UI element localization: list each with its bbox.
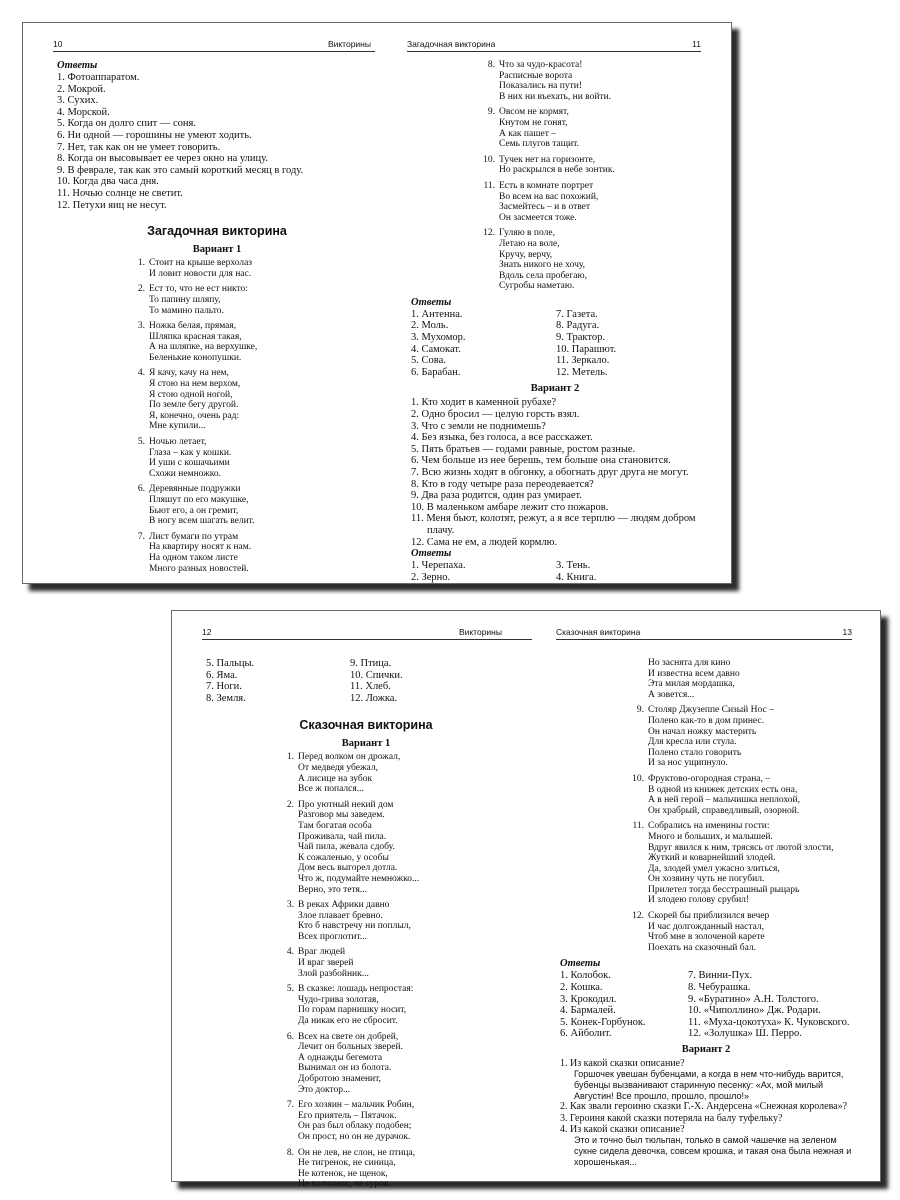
- riddle-number: 9.: [636, 705, 644, 716]
- variant-title: Вариант 2: [530, 383, 580, 395]
- answer-item: 9. «Буратино» А.Н. Толстого.: [688, 993, 819, 1005]
- riddle-line: А как пашет –: [499, 128, 557, 139]
- riddle-number: 11.: [483, 180, 495, 191]
- riddle-line: И враг зверей: [298, 958, 354, 969]
- answer-item: 10. Когда два часа дня.: [57, 176, 159, 188]
- question: 2. Как звали героиню сказки Г.-Х. Андерсена «Снежная королева»?: [560, 1101, 848, 1113]
- riddle-item: [276, 1032, 526, 1096]
- riddle-item: [477, 155, 703, 176]
- questions-list: [556, 1058, 852, 1167]
- riddle-line: А зовется...: [648, 689, 695, 700]
- riddle-line: Про уютный некий дом: [298, 799, 394, 810]
- answer-item: 5. Когда он долго спит — соня.: [57, 118, 196, 130]
- riddle-continuation: [556, 658, 856, 700]
- question: 3. Что с земли не поднимешь?: [411, 420, 546, 432]
- riddle-line: Но раскрылся в небе зонтик.: [499, 165, 615, 176]
- riddle-number: 8.: [286, 1147, 294, 1158]
- riddle-line: Враг людей: [298, 947, 346, 958]
- running-title: Викторины: [458, 627, 502, 637]
- riddle-line: Мне купили...: [149, 421, 206, 432]
- riddle-line: Лечит он больных зверей.: [298, 1042, 403, 1053]
- running-title: Загадочная викторина: [407, 39, 496, 49]
- riddle-line: Злое плавает бревно.: [298, 910, 383, 921]
- riddle-line: Я стою одной ногой,: [149, 389, 233, 400]
- riddle-line: Полено как-то в дом принес.: [648, 715, 764, 726]
- answer-item: 7. Винни-Пух.: [688, 970, 753, 982]
- riddle-line: Все ж попался...: [298, 784, 364, 795]
- riddle-line: К сожаленью, у особы: [298, 852, 389, 863]
- riddle-line: Столяр Джузеппе Сизый Нос –: [648, 705, 774, 716]
- question: 5. Пять братьев — годами равные, ростом разные.: [411, 443, 636, 455]
- answer-item: 6. Барабан.: [411, 366, 461, 378]
- riddle-item: [276, 1100, 526, 1142]
- riddle-number: 10.: [632, 773, 644, 784]
- riddle-item: [276, 947, 526, 979]
- answer-item: 12. Петухи яиц не несут.: [57, 199, 167, 211]
- riddle-line: Он засмеется тоже.: [499, 212, 577, 223]
- riddle-line: Жуткий и коварнейший злодей.: [648, 853, 776, 864]
- answer-item: 4. Морской.: [57, 106, 110, 118]
- riddle-line: Что ж, подумайте немножко...: [298, 873, 420, 884]
- riddle-line: Собрались на именины гости:: [648, 821, 770, 832]
- riddle-line: Дом весь выгорел дотла.: [298, 863, 398, 874]
- riddle-line: На одном таком листе: [149, 552, 238, 563]
- riddle-line: Верно, это тетя...: [298, 884, 368, 895]
- riddle-item: [626, 705, 856, 769]
- answer-item: 1. Антенна.: [411, 308, 463, 320]
- riddle-line: Бьют его, а он гремит,: [149, 505, 239, 516]
- question: 11. Меня бьют, колотят, режут, а я все терплю — людям добром плачу.: [411, 513, 696, 536]
- riddle-line: И злодею голову срубил!: [648, 895, 750, 906]
- answers-title: Ответы: [411, 548, 452, 560]
- question: 1. Кто ходит в каменной рубахе?: [411, 397, 557, 409]
- riddle-item: [477, 107, 703, 149]
- riddle-line: Полено стало говорить: [648, 747, 742, 758]
- answer-item: 4. Книга.: [556, 571, 597, 583]
- answer-item: 5. Сова.: [411, 355, 446, 367]
- page-12-body: [206, 658, 526, 1195]
- answers-title: Ответы: [560, 958, 601, 970]
- riddle-line: И ловит новости для нас.: [149, 268, 252, 279]
- riddle-line: Во всем на вас похожий,: [499, 191, 599, 202]
- riddle-number: 3.: [286, 900, 294, 911]
- riddle-line: Ночью летает,: [149, 437, 207, 448]
- riddle-item: [127, 368, 377, 432]
- page-number: 12: [202, 627, 212, 637]
- question: 7. Всю жизнь ходят в обгонку, а обогнать друг друга не могут.: [411, 467, 689, 478]
- answer-item: 3. Сухих.: [57, 95, 99, 107]
- riddle-line: Чай пила, жевала сдобу.: [298, 842, 395, 853]
- answer-item: 10. Спички.: [350, 669, 403, 681]
- riddle-line: Не тигренок, не синица,: [298, 1158, 396, 1169]
- riddle-line: В ногу всем шагать велит.: [149, 516, 255, 527]
- riddle-line: По горам парнишку носит,: [298, 1005, 407, 1016]
- answer-item: 3. Тень.: [556, 560, 591, 572]
- riddle-line: Эта милая мордашка,: [648, 679, 735, 690]
- answer-item: 6. Айболит.: [560, 1028, 612, 1040]
- riddle-line: Знать никого не хочу,: [499, 260, 586, 271]
- answer-item: 4. Бармалей.: [560, 1005, 616, 1017]
- answer-item: 11. Ночью солнце не светит.: [57, 187, 183, 199]
- question-excerpt: Это и точно был тюльпан, только в самой чашечке на зеленом сукне сидела девочка, совсем крошка, и такая она была нежная и хорошенькая...: [574, 1135, 852, 1167]
- answer-item: 7. Газета.: [556, 308, 598, 320]
- answer-item: 8. Земля.: [206, 692, 246, 704]
- riddle-number: 2.: [286, 799, 294, 810]
- riddle-line: Кнутом не гонят,: [499, 117, 568, 128]
- riddle-line: Что за чудо-красота!: [499, 60, 583, 70]
- answer-item: 10. Парашют.: [556, 343, 617, 355]
- riddle-line: И час долгожданный настал,: [648, 921, 765, 932]
- variant-title: Вариант 1: [192, 244, 242, 256]
- riddle-number: 11.: [632, 821, 644, 832]
- question: 2. Одно бросил — целую горсть взял.: [411, 409, 580, 421]
- quiz-title: Загадочная викторина: [147, 224, 287, 239]
- riddle-line: Его хозяин – мальчик Робин,: [298, 1100, 415, 1111]
- answer-item: 5. Пальцы.: [206, 658, 255, 669]
- riddle-line: Пляшут по его макушке,: [149, 495, 249, 505]
- riddle-line: Он прост, но он не дурачок.: [298, 1131, 411, 1142]
- question: 9. Два раза родится, один раз умирает.: [411, 490, 582, 502]
- riddle-line: Я, конечно, очень рад:: [149, 410, 240, 421]
- answer-item: 7. Нет, так как он не умеет говорить.: [57, 141, 221, 153]
- answer-item: 8. Радуга.: [556, 320, 600, 332]
- riddle-line: Беленькие конопушки.: [149, 352, 242, 363]
- riddle-line: Стоит на крыше верхолаз: [149, 258, 253, 269]
- riddle-item: [127, 321, 377, 363]
- page-13-body: [556, 658, 856, 1167]
- answers-grid: [556, 970, 856, 1040]
- riddle-line: А на шляпке, на верхушке,: [149, 342, 258, 353]
- riddle-number: 4.: [137, 368, 145, 379]
- answers-column: [546, 560, 681, 583]
- riddle-line: Перед волком он дрожал,: [298, 752, 401, 763]
- riddle-item: [276, 752, 526, 794]
- page-13-header: [556, 627, 852, 640]
- question: 10. В маленьком амбаре лежит сто пожаров.: [411, 501, 609, 513]
- riddle-line: Чудо-грива золотая,: [298, 994, 379, 1005]
- book-spread-pages-12-13: [171, 610, 881, 1190]
- riddle-item: [276, 900, 526, 942]
- riddles-list: [57, 258, 377, 574]
- quiz-title: Сказочная викторина: [299, 718, 433, 733]
- answer-item: 11. Зеркало.: [556, 355, 610, 367]
- riddle-line: Он хозяину чуть не погубил.: [648, 874, 765, 885]
- answer-item: 3. Крокодил.: [560, 993, 617, 1005]
- answers-title: Ответы: [57, 60, 98, 71]
- riddle-line: Разговор мы заведем.: [298, 810, 385, 821]
- riddle-item: [127, 532, 377, 574]
- riddle-line: Добротою знаменит,: [298, 1074, 381, 1084]
- riddle-line: Много разных новостей.: [149, 563, 249, 574]
- riddle-line: Кручу, верчу,: [499, 249, 553, 260]
- question: 3. Героиня какой сказки потеряла на балу туфельку?: [560, 1112, 783, 1124]
- riddle-line: Тучек нет на горизонте,: [499, 154, 596, 165]
- question: 6. Чем больше из нее берешь, тем больше она становится.: [411, 455, 671, 467]
- answer-item: 9. Птица.: [350, 658, 392, 669]
- answers-column: [206, 658, 336, 704]
- riddle-item: [276, 800, 526, 895]
- riddle-line: Показались на пути!: [499, 81, 583, 92]
- riddle-line: А лисице на зубок: [298, 773, 373, 784]
- riddle-line: Ножка белая, прямая,: [149, 321, 237, 332]
- answers-grid: [407, 309, 661, 379]
- answer-item: 8. Когда он высовывает ее через окно на улицу.: [57, 153, 268, 165]
- riddle-line: Есть в комнате портрет: [499, 180, 594, 191]
- riddle-line: Расписные ворота: [499, 70, 573, 81]
- riddle-item: [477, 228, 703, 292]
- variant-title: Вариант 1: [341, 738, 391, 750]
- riddle-line: В одной из книжек детских есть она,: [648, 784, 798, 795]
- riddle-number: 7.: [137, 531, 145, 542]
- running-title: Сказочная викторина: [556, 627, 641, 637]
- riddle-line: Шляпка красная такая,: [149, 331, 242, 342]
- answers-column: [536, 309, 661, 379]
- answers-list: [57, 72, 377, 211]
- page-10-body: [57, 60, 377, 579]
- riddle-line: Я стою на нем верхом,: [149, 379, 241, 390]
- riddle-line: Летаю на воле,: [499, 238, 560, 249]
- answer-item: 9. Трактор.: [556, 332, 605, 344]
- answer-item: 11. «Муха-цокотуха» К. Чуковского.: [688, 1016, 850, 1028]
- question: 12. Сама не ем, а людей кормлю.: [411, 536, 558, 548]
- riddle-line: По земле бегу другой.: [149, 400, 239, 411]
- riddle-line: Всех на свете он добрей,: [298, 1031, 399, 1042]
- answer-item: 1. Колобок.: [560, 970, 611, 982]
- answers-grid: [206, 658, 466, 704]
- answer-item: 2. Кошка.: [560, 982, 603, 994]
- riddle-line: Много и больших, и малышей.: [648, 831, 773, 842]
- riddle-line: Его приятель – Пятачок.: [298, 1110, 397, 1121]
- riddle-line: Всех проглотит...: [298, 931, 368, 942]
- riddle-line: И известна всем давно: [648, 668, 740, 679]
- riddle-line: Семь плугов тащит.: [499, 139, 579, 150]
- riddle-item: [127, 258, 377, 279]
- page-12-header: [202, 627, 532, 640]
- answer-item: 2. Зерно.: [411, 571, 451, 583]
- riddle-line: Лист бумаги по утрам: [149, 531, 239, 542]
- questions-list: [407, 397, 703, 548]
- answer-item: 11. Хлеб.: [350, 681, 391, 693]
- riddle-line: В сказке: лошадь непростая:: [298, 984, 414, 995]
- question: 1. Из какой сказки описание?: [560, 1058, 685, 1069]
- riddle-number: 6.: [137, 484, 145, 495]
- answers-column: [560, 970, 680, 1040]
- riddle-line: Гуляю в поле,: [499, 228, 555, 239]
- answers-column: [411, 560, 546, 583]
- book-spread-pages-10-11: [22, 22, 732, 584]
- riddle-line: Для кресла или стула.: [648, 737, 737, 748]
- riddles-list: [556, 705, 856, 953]
- riddle-line: Но заснята для кино: [648, 658, 731, 668]
- answer-item: 12. Ложка.: [350, 692, 398, 704]
- riddle-number: 7.: [286, 1100, 294, 1111]
- answers-column: [411, 309, 536, 379]
- riddle-item: [626, 911, 856, 953]
- page-11-body: [407, 60, 703, 583]
- answers-column: [680, 970, 856, 1040]
- riddle-number: 4.: [286, 947, 294, 958]
- riddle-line: Кто б навстречу ни поплыл,: [298, 921, 411, 932]
- riddle-number: 9.: [487, 107, 495, 118]
- riddle-line: Сугробы наметаю.: [499, 281, 575, 292]
- riddle-number: 5.: [286, 984, 294, 995]
- riddle-item: [626, 821, 856, 906]
- riddle-line: Он храбрый, справедливый, озорной.: [648, 805, 800, 816]
- riddle-line: Да никак его не сбросит.: [298, 1016, 398, 1027]
- riddle-line: А однажды бегемота: [298, 1052, 383, 1063]
- answer-item: 6. Яма.: [206, 669, 238, 681]
- answer-item: 10. «Чиполлино» Дж. Родари.: [688, 1005, 821, 1017]
- question-excerpt: Горшочек увешан бубенцами, а когда в нем что-нибудь варится, бубенцы вызванивают старинную песенку: «Ах, мой милый Августин! Все прошло, прошло, прошло!»: [574, 1069, 844, 1101]
- riddles-list: [407, 60, 703, 292]
- riddle-line: Это доктор...: [298, 1084, 351, 1095]
- riddle-number: 1.: [137, 258, 145, 269]
- answer-item: 8. Чебурашка.: [688, 982, 751, 994]
- answer-item: 2. Моль.: [411, 320, 449, 332]
- riddle-number: 10.: [483, 154, 495, 165]
- answer-item: 1. Черепаха.: [411, 560, 466, 572]
- riddle-line: Засмейтесь – и в ответ: [499, 202, 591, 213]
- running-title: Викторины: [327, 39, 371, 49]
- riddle-item: [477, 60, 703, 102]
- page-number: 11: [692, 39, 701, 49]
- riddle-item: [127, 284, 377, 316]
- riddle-line: Ест то, что не ест никто:: [149, 284, 248, 295]
- question: 8. Кто в году четыре раза переодевается?: [411, 478, 594, 490]
- riddle-line: И уши с кошачьими: [149, 458, 230, 469]
- riddle-line: Не волчонок, не сурок.: [298, 1179, 391, 1190]
- riddle-item: [276, 984, 526, 1026]
- riddle-item: [127, 484, 377, 526]
- answers-grid: [407, 560, 681, 583]
- riddle-line: Прилетел тогда бесстрашный рыцарь: [648, 884, 800, 895]
- riddle-line: Он начал ножку мастерить: [648, 726, 757, 737]
- answer-item: 12. «Золушка» Ш. Перро.: [688, 1028, 802, 1040]
- answers-title: Ответы: [411, 296, 452, 308]
- riddle-line: Злой разбойник...: [298, 968, 369, 979]
- answer-item: 7. Ноги.: [206, 681, 242, 693]
- riddle-line: Он раз был облаку подобен;: [298, 1121, 412, 1132]
- riddle-line: Поехать на сказочный бал.: [648, 942, 757, 953]
- question: 4. Из какой сказки описание?: [560, 1124, 685, 1135]
- riddle-line: И за нос ущипнуло.: [648, 758, 728, 769]
- riddle-line: Да, злодей умел ужасно злиться,: [648, 863, 780, 874]
- riddle-line: Он не лев, не слон, не птица,: [298, 1147, 416, 1158]
- riddle-line: Схожи немножко.: [149, 468, 221, 479]
- riddle-item: [477, 181, 703, 223]
- riddle-line: Глаза – как у кошки.: [149, 447, 232, 458]
- riddle-number: 1.: [286, 752, 294, 763]
- riddle-item: [626, 774, 856, 816]
- riddle-line: То мамино пальто.: [149, 305, 224, 316]
- riddle-number: 12.: [483, 228, 495, 239]
- variant-title: Вариант 2: [681, 1044, 731, 1055]
- riddle-number: 6.: [286, 1031, 294, 1042]
- question: 4. Без языка, без голоса, а все расскажет.: [411, 432, 593, 444]
- riddle-line: На квартиру носят к нам.: [149, 542, 252, 553]
- riddle-line: А в ней герой – мальчишка неплохой,: [648, 795, 800, 806]
- page-10-header: [53, 39, 375, 52]
- riddle-line: Проживала, чай пила.: [298, 831, 387, 842]
- riddles-list: [206, 752, 526, 1190]
- riddle-number: 8.: [487, 60, 495, 70]
- riddle-line: Чтоб мне в золоченой карете: [648, 932, 765, 943]
- answer-item: 1. Фотоаппаратом.: [57, 72, 140, 83]
- riddle-line: Я качу, качу на нем,: [149, 368, 229, 379]
- riddle-line: Фруктово-огородная страна, –: [648, 773, 770, 784]
- riddle-item: [127, 437, 377, 479]
- answer-item: 12. Метель.: [556, 366, 608, 378]
- answer-item: 5. Конек-Горбунок.: [560, 1016, 646, 1028]
- answer-item: 2. Мокрой.: [57, 83, 106, 95]
- riddle-line: В реках Африки давно: [298, 900, 390, 911]
- riddle-number: 5.: [137, 437, 145, 448]
- riddle-line: В них ни въехать, ни войти.: [499, 91, 612, 102]
- riddle-line: Вдруг явился к ним, трясясь от лютой злости,: [648, 842, 834, 853]
- answer-item: 4. Самокат.: [411, 343, 461, 355]
- riddle-line: То папину шляпу,: [149, 294, 221, 305]
- riddle-line: Овсом не кормят,: [499, 107, 569, 118]
- page-number: 10: [53, 39, 63, 49]
- riddle-number: 3.: [137, 321, 145, 332]
- page-number: 13: [842, 627, 852, 637]
- riddle-item: [276, 1148, 526, 1190]
- riddle-line: Не котенок, не щенок,: [298, 1168, 388, 1179]
- riddle-line: Скорей бы приблизился вечер: [648, 911, 770, 922]
- answer-item: 6. Ни одной — горошины не умеют ходить.: [57, 129, 252, 141]
- riddle-line: От медведя убежал,: [298, 762, 378, 773]
- riddle-number: 12.: [632, 911, 644, 922]
- riddle-line: Вынимал он из болота.: [298, 1063, 392, 1074]
- answer-item: 9. В феврале, так как это самый короткий месяц в году.: [57, 164, 304, 176]
- riddle-line: Вдоль села пробегаю,: [499, 270, 587, 281]
- riddle-number: 2.: [137, 284, 145, 295]
- answer-item: 3. Мухомор.: [411, 332, 466, 344]
- riddle-line: Там богатая особа: [298, 820, 372, 831]
- page-11-header: [407, 39, 701, 52]
- riddle-line: Деревянные подружки: [149, 484, 241, 495]
- answers-column: [336, 658, 466, 704]
